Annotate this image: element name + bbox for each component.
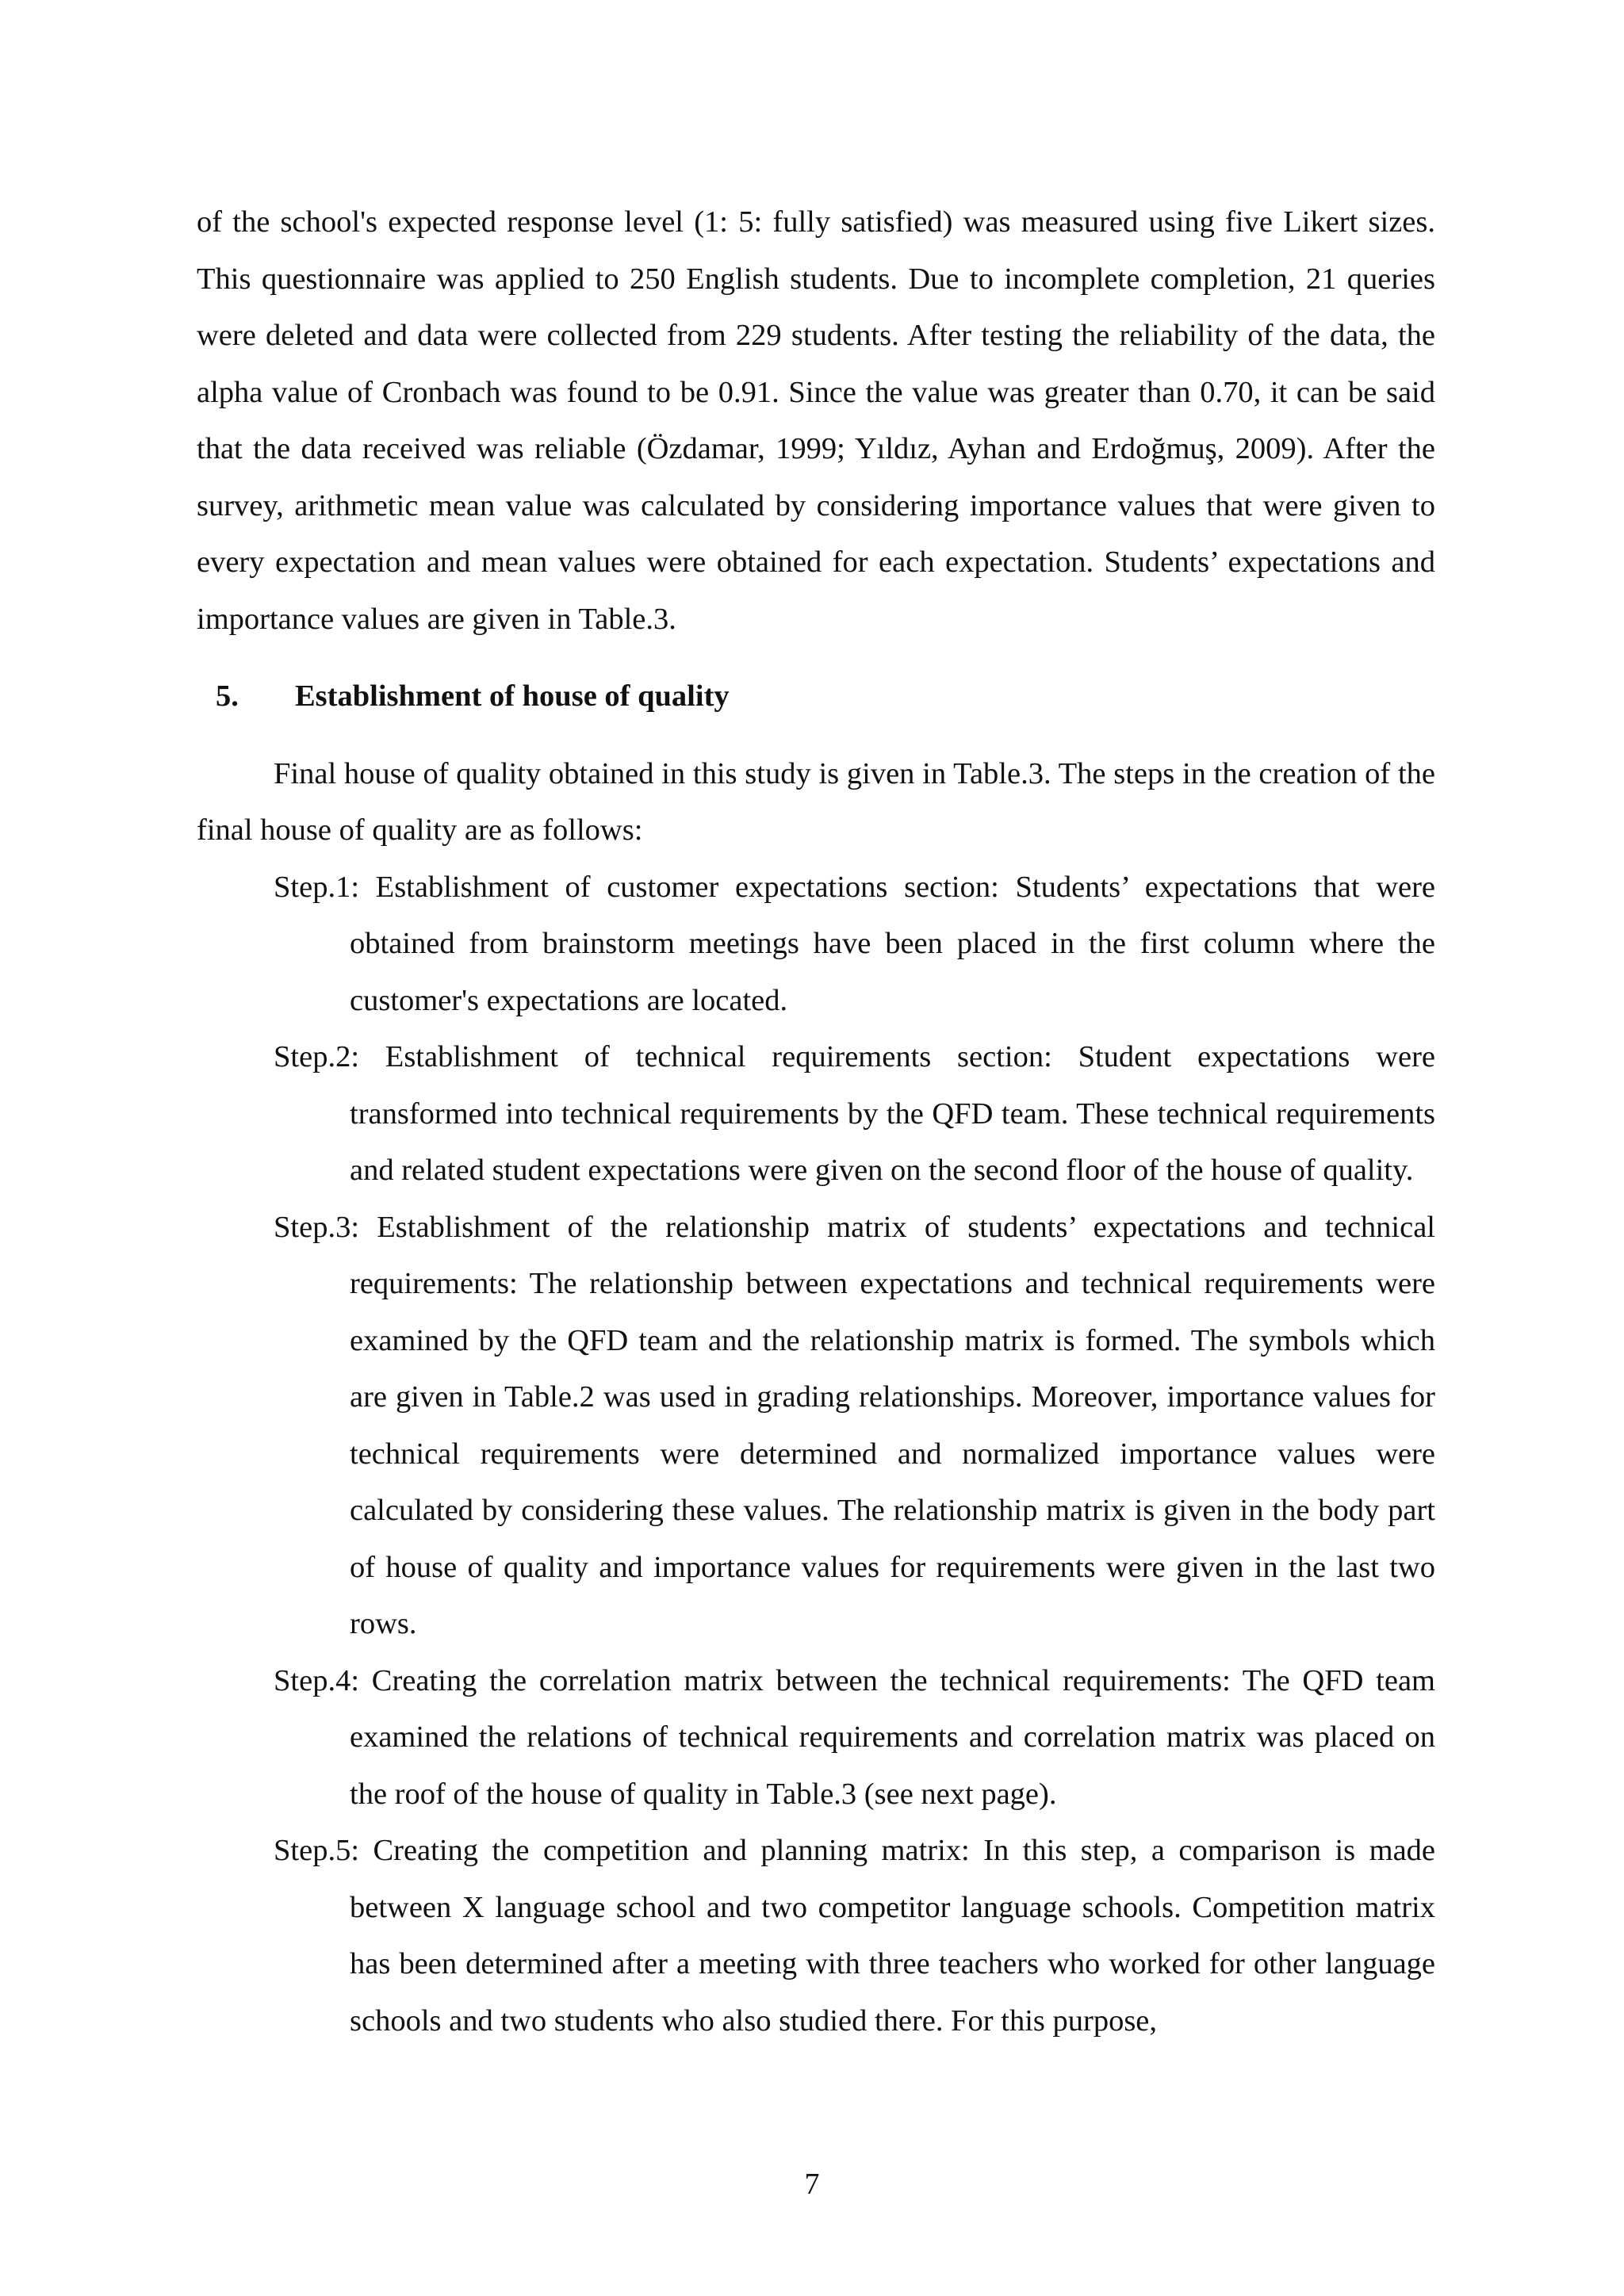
step-1: Step.1: Establishment of customer expectations section: Students’ expectations that were obtained from brainstorm meetings have been placed in the first column where the customer's expectations are located. (274, 870, 1435, 1017)
page-number: 7 (804, 2168, 820, 2201)
section-intro-paragraph: Final house of quality obtained in this study is given in Table.3. The steps in the creation of the final house of quality are as follows: (197, 756, 1435, 847)
step-4: Step.4: Creating the correlation matrix between the technical requirements: The QFD team examined the relations of technical requirements and correlation matrix was placed on the roof of the house of quality in Table.3 (see next page). (274, 1663, 1435, 1811)
step-5: Step.5: Creating the competition and planning matrix: In this step, a comparison is made between X language school and two competitor language schools. Competition matrix has been determined after a meeting with three teachers who worked for other language schools and two students who also studied there. For this purpose, (274, 1834, 1435, 2038)
section-number: 5. (216, 679, 239, 713)
section-title: Establishment of house of quality (295, 679, 730, 713)
intro-paragraph: of the school's expected response level (1: 5: fully satisfied) was measured using five Likert sizes. This questionnaire was applied to 250 English students. Due to incomplete completion, 21 queries were deleted and data were collected from 229 students. After testing the reliability of the data, the alpha value of Cronbach was found to be 0.91. Since the value was greater than 0.70, it can be said that the data received was reliable (Özdamar, 1999; Yıldız, Ayhan and Erdoğmuş, 2009). After the survey, arithmetic mean value was calculated by considering importance values that were given to every expectation and mean values were obtained for each expectation. Students’ expectations and importance values are given in Table.3. (197, 205, 1435, 636)
step-2: Step.2: Establishment of technical requirements section: Student expectations were transformed into technical requirements by the QFD team. These technical requirements and related student expectations were given on the second floor of the house of quality. (274, 1040, 1435, 1187)
step-3: Step.3: Establishment of the relationship matrix of students’ expectations and technical requirements: The relationship between expectations and technical requirements were examined by the QFD team and the relationship matrix is formed. The symbols which are given in Table.2 was used in grading relationships. Moreover, importance values for technical requirements were determined and normalized importance values were calculated by considering these values. The relationship matrix is given in the body part of house of quality and importance values for requirements were given in the last two rows. (274, 1210, 1435, 1640)
page-body (197, 194, 1435, 2049)
section-heading (216, 668, 1435, 725)
